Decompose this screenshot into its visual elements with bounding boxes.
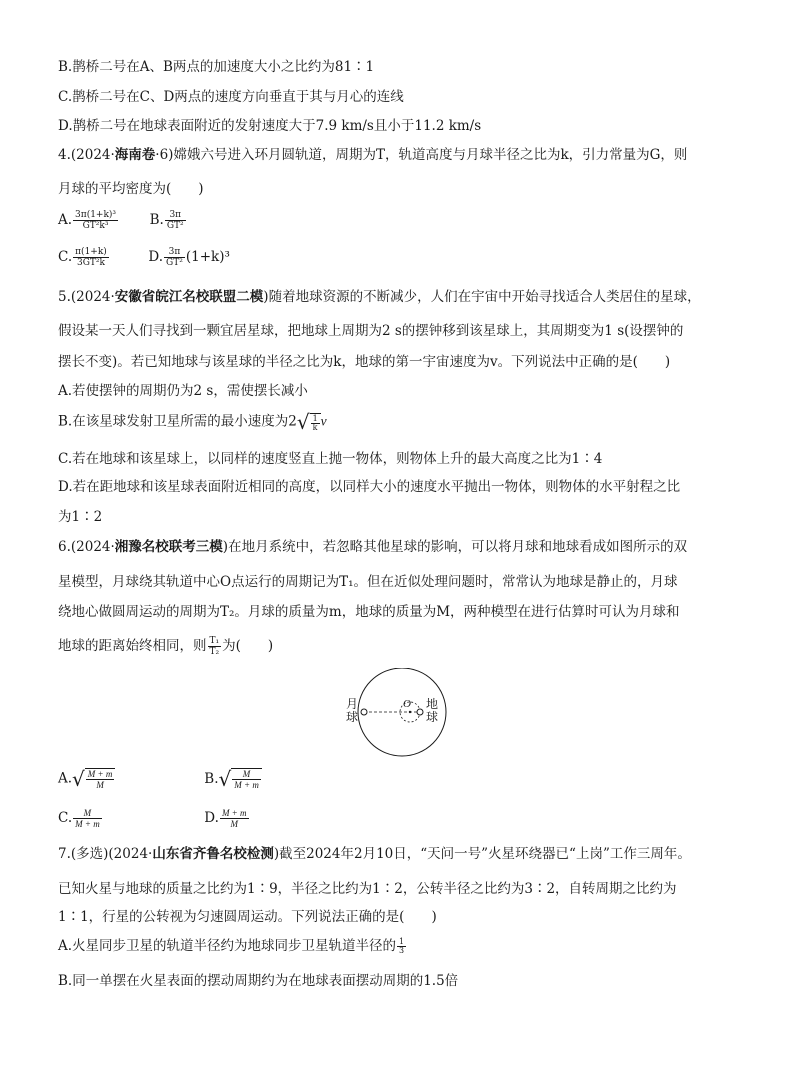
q4-option-a-fraction: $\frac{\text{3π(1+k)³}}{\text{GT²k³}}$ [75,210,117,231]
q6-source: 湘豫名校联考三模 [114,539,223,555]
q5-option-c: C.若在地球和该星球上，以同样的速度竖直上抛一物体，则物体上升的最大高度之比为1∶4 [58,451,603,467]
q4-source-tail: ·6) [155,147,174,163]
q6-option-row1 [58,768,262,790]
q4-stem-text1: 嫦娥六号进入环月圆轨道，周期为T，轨道高度与月球半径之比为k，引力常量为G，则 [173,147,688,163]
q4-option-c: C. $\frac{\pi(1+k)}{\text{3GT²k}}$ [58,247,107,268]
q5-option-b-radical: √ $\frac{1}{k}$ [297,412,321,432]
q4-option-b: B. $\frac{3\pi}{\text{GT²}}$ [149,210,184,231]
q4-option-b-fraction: $\frac{3\pi}{\text{GT²}}$ [166,210,184,231]
q7-source-tail: ) [273,846,280,862]
q5-option-a: A.若使摆钟的周期仍为2 s，需使摆长减小 [58,383,308,399]
q4-stem-line1 [58,146,687,164]
q7-number: 7.(多选)(2024· [58,846,153,862]
q5-option-b: B.在该星球发射卫星所需的最小速度为2√ $\frac{1}{k}$ v [58,410,327,434]
q4-option-a: A. $\frac{\text{3π(1+k)³}}{\text{GT²k³}}$ [58,210,117,231]
q6-figure [340,668,455,760]
q5-stem-line2: 假设某一天人们寻找到一颗宜居星球，把地球上周期为2 s的摆钟移到该星球上，其周期变为1 s(设摆钟的 [58,323,684,339]
q5-stem-line1 [58,288,701,306]
q6-stem-text1: 在地月系统中，若忽略其他星球的影响，可以将月球和地球看成如图所示的双 [228,539,688,555]
q6-option-a: A.√ $\frac{M + m}{M}$ [58,768,200,790]
q5-number: 5.(2024· [58,289,115,305]
q5-stem-text1: 随着地球资源的不断减少，人们在宇宙中开始寻找适合人类居住的星球， [268,289,701,305]
q4-stem-line2: 月球的平均密度为( ) [58,181,204,197]
q5-stem-line3: 摆长不变)。若已知地球与该星球的半径之比为k，地球的第一宇宙速度为v。下列说法中正确的是( ) [58,354,671,370]
q4-number: 4.(2024· [58,147,115,163]
moon-dot [361,709,367,715]
q7-source: 山东省齐鲁名校检测 [152,846,274,862]
q5-source: 安徽省皖江名校联盟二模 [114,289,264,305]
q7-option-b: B.同一单摆在火星表面的摆动周期约为在地球表面摆动周期的1.5倍 [58,973,459,989]
q6-option-row2 [58,808,250,829]
q3-option-c: C.鹊桥二号在C、D两点的速度方向垂直于其与月心的连线 [58,89,404,105]
q6-option-c: C. $\frac{M}{M + m}$ [58,808,100,829]
q7-stem-text1: 截至2024年2月10日，“天问一号”火星环绕器已“上岗”工作三周年。 [279,846,691,862]
q6-source-tail: ) [222,539,229,555]
q6-number: 6.(2024· [58,539,115,555]
q5-option-d-line1: D.若在距地球和该星球表面附近相同的高度，以同样大小的速度水平抛出一物体，则物体的水平射程之比 [58,479,681,495]
earth-label: 地 球 [426,697,439,724]
q5-source-tail: ) [263,289,269,305]
q6-option-d: D. $\frac{M + m}{M}$ [204,808,247,829]
q4-option-c-fraction: $\frac{\pi(1+k)}{\text{3GT²k}}$ [75,247,107,268]
q4-option-d-fraction: $\frac{3\pi}{\text{GT²}}$ [166,247,183,268]
moon-label: 月 球 [346,697,359,724]
q7-stem-line1 [58,845,691,863]
q6-stem-line3: 绕地心做圆周运动的周期为T₂。月球的质量为m，地球的质量为M，两种模型在进行估算时可认为月球和 [58,604,680,620]
q7-stem-line2: 已知火星与地球的质量之比约为1∶9，半径之比约为1∶2，公转半径之比约为3∶2，自转周期之比约为 [58,881,677,897]
center-label: O [403,698,411,710]
q4-source: 海南卷 [114,147,156,163]
earth-dot [417,709,423,715]
q5-option-d-line2: 为1∶2 [58,509,103,525]
q4-option-row1 [58,210,187,231]
q4-option-row2 [58,247,230,268]
center-dot [409,711,411,713]
q3-option-b: B.鹊桥二号在A、B两点的加速度大小之比约为81∶1 [58,59,375,75]
q6-stem-line4: 地球的距离始终相同，则 $\frac{\text{T₁}}{\text{T₂}}$ 为( ) [58,636,274,657]
q6-stem-line2: 星模型，月球绕其轨道中心O点运行的周期记为T₁。但在近似处理问题时，常常认为地球是静止的，月球 [58,574,678,590]
q7-stem-line3: 1∶1，行星的公转视为匀速圆周运动。下列说法正确的是( ) [58,909,437,925]
q7-option-a-fraction: $\frac{1}{3}$ [399,937,405,955]
q7-option-a: A.火星同步卫星的轨道半径约为地球同步卫星轨道半径的 $\frac{1}{3}$ [58,937,405,955]
q6-option-b: B.√ $\frac{M}{M + m}$ [204,771,262,787]
q6-stem-line1 [58,538,687,556]
q4-option-d: D. $\frac{3\pi}{\text{GT²}}$ (1+k)³ [148,247,230,268]
q6-stem-fraction: $\frac{\text{T₁}}{\text{T₂}}$ [209,636,220,657]
q3-option-d: D.鹊桥二号在地球表面附近的发射速度大于7.9 km/s且小于11.2 km/s [58,118,482,134]
